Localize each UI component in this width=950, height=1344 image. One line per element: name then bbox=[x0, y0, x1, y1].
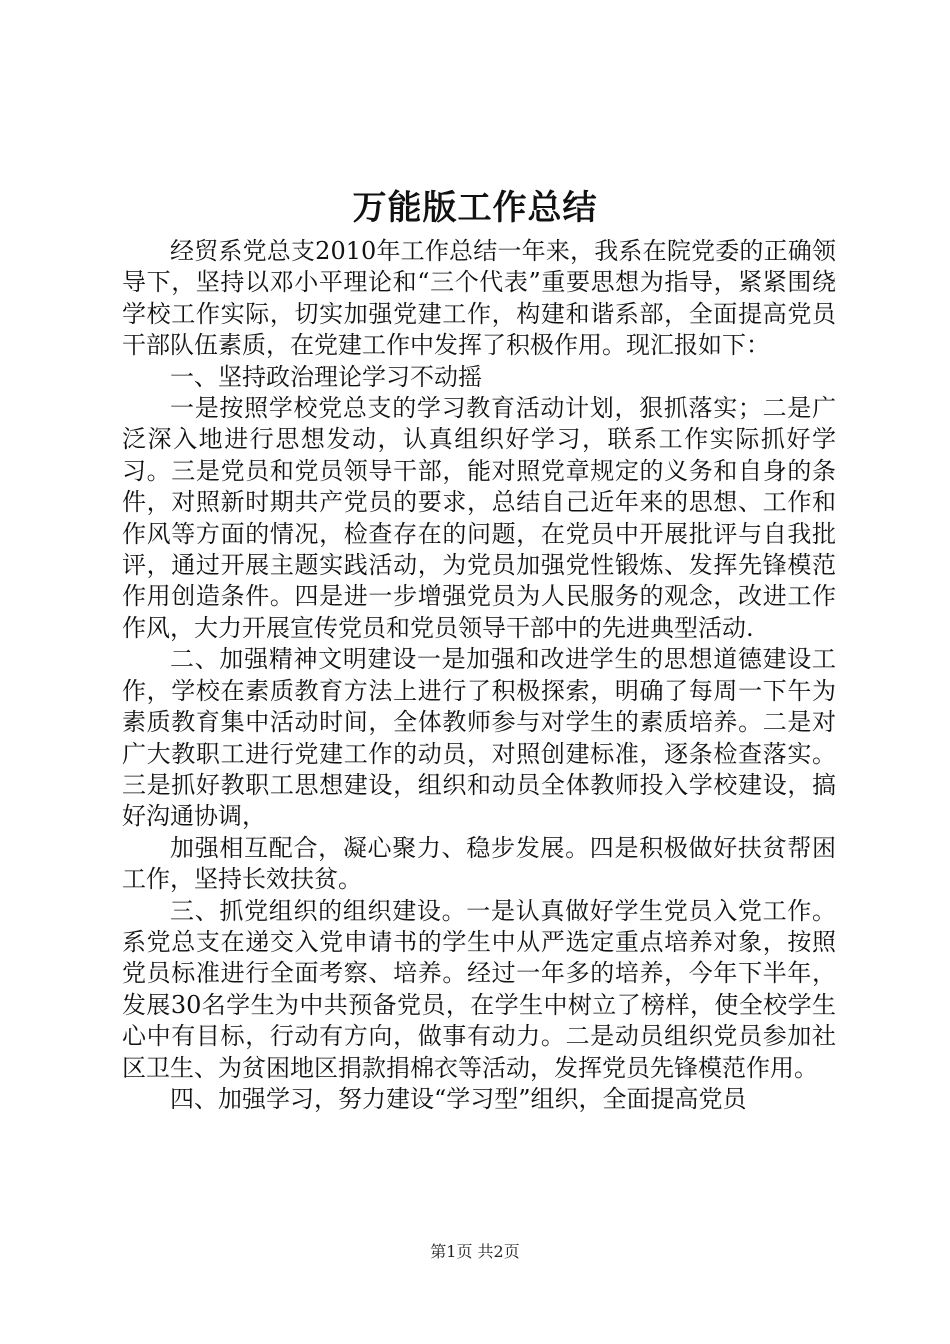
section-heading-1: 一、坚持政治理论学习不动摇 bbox=[170, 362, 482, 391]
document-title: 万能版工作总结 bbox=[352, 188, 598, 228]
section-1-paragraph: 一是按照学校党总支的学习教育活动计划，狠抓落实；二是广泛深入地进行思想发动，认真组织好学习，联系工作实际抓好学习。三是党员和党员领导干部，能对照党章规定的义务和自身的条件，对照新时期共产党员的要求，总结自己近年来的思想、工作和作风等方面的情况，检查存在的问题，在党员中开展批评与自我批评，通过开展主题实践活动，为党员加强党性锻炼、发挥先锋模范作用创造条件。四是进一步增强党员为人民服务的观念，改进工作作风，大力开展宣传党员和党员领导干部中的先进典型活动. bbox=[122, 394, 836, 642]
page-footer: 第1页 共2页 bbox=[430, 1242, 520, 1261]
section-4-paragraph: 四、加强学习，努力建设“学习型”组织，全面提高党员 bbox=[170, 1084, 747, 1113]
intro-paragraph: 经贸系党总支2010年工作总结一年来，我系在院党委的正确领导下，坚持以邓小平理论和“三个代表”重要思想为指导，紧紧围绕学校工作实际，切实加强党建工作，构建和谐系部，全面提高党员干部队伍素质，在党建工作中发挥了积极作用。现汇报如下： bbox=[122, 237, 836, 360]
section-2-continuation: 加强相互配合，凝心聚力、稳步发展。四是积极做好扶贫帮困工作，坚持长效扶贫。 bbox=[122, 833, 836, 894]
section-3-paragraph: 三、抓党组织的组织建设。一是认真做好学生党员入党工作。系党总支在递交入党申请书的学生中从严选定重点培养对象，按照党员标准进行全面考察、培养。经过一年多的培养，今年下半年，发展30名学生为中共预备党员，在学生中树立了榜样，使全校学生心中有目标，行动有方向，做事有动力。二是动员组织党员参加社区卫生、为贫困地区捐款捐棉衣等活动，发挥党员先锋模范作用。 bbox=[122, 896, 836, 1082]
document-body bbox=[122, 236, 836, 1115]
section-2-paragraph: 二、加强精神文明建设一是加强和改进学生的思想道德建设工作，学校在素质教育方法上进行了积极探索，明确了每周一下午为素质教育集中活动时间，全体教师参与对学生的素质培养。二是对广大教职工进行党建工作的动员，对照创建标准，逐条检查落实。三是抓好教职工思想建设，组织和动员全体教师投入学校建设，搞好沟通协调， bbox=[122, 645, 836, 831]
